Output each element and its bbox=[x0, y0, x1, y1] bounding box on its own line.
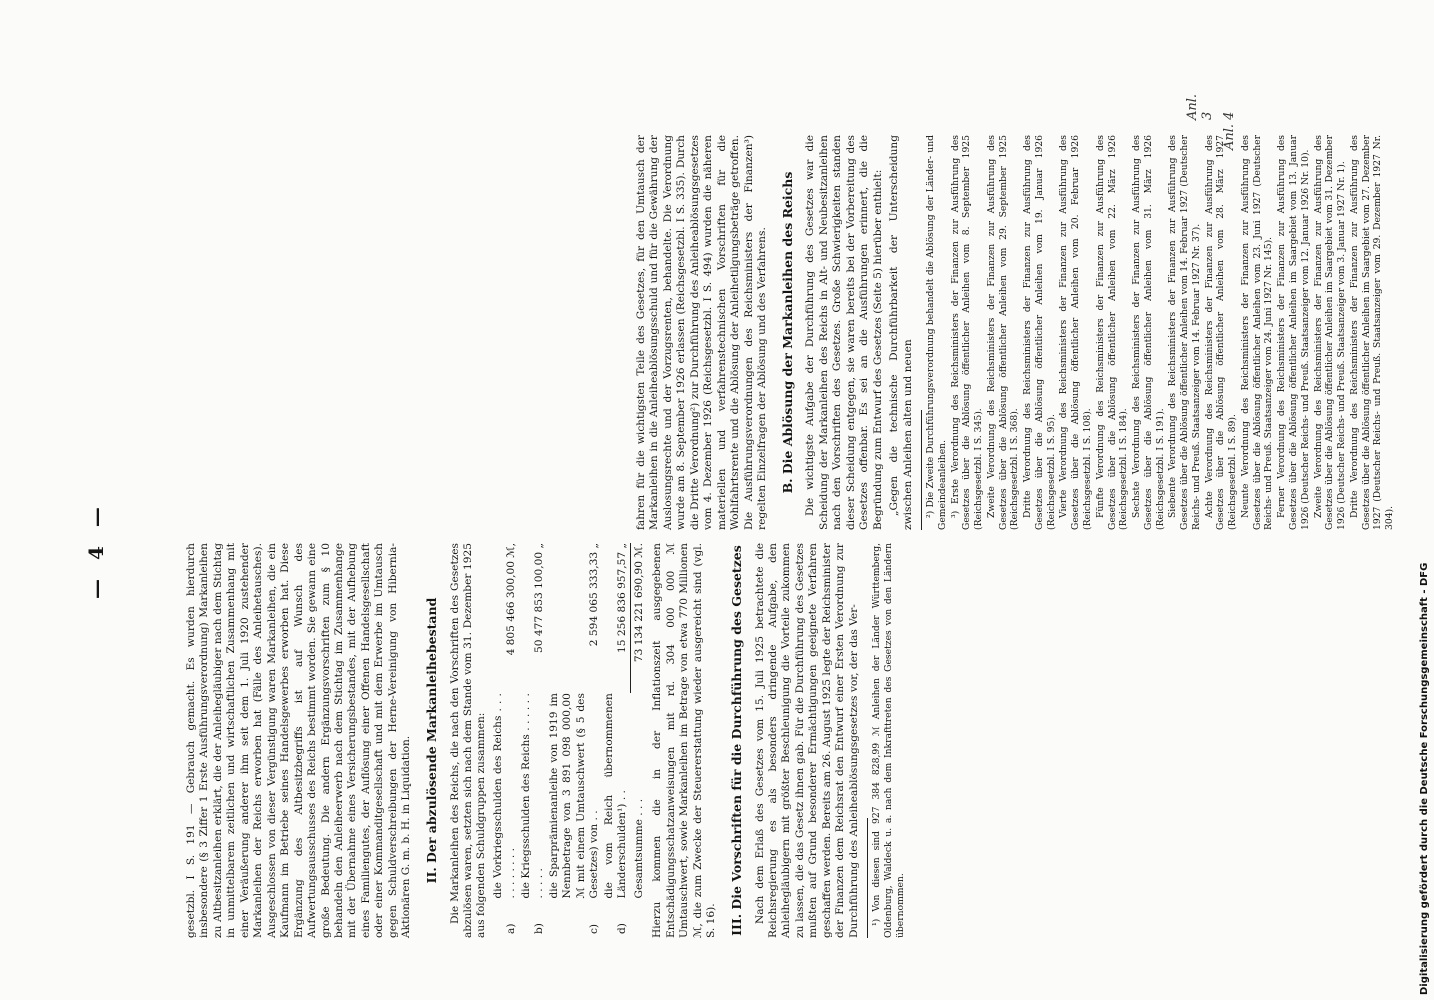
debt-groups-table bbox=[492, 543, 647, 938]
table-row bbox=[603, 543, 631, 938]
footnote: Dritte Verordnung des Reichsministers der Finanzen zur Ausführung des Gesetzes über die Ablösung öffentlicher Anleihen im Saargebiet vom 27. Dezember 1927 (Deutscher Reichs- und Preuß. Staatsanzeiger vom 29. Dezember 1927 Nr. 304). bbox=[1348, 135, 1396, 530]
footnote: Sechste Verordnung des Reichsministers der Finanzen zur Ausführung des Gesetzes über die Ablösung öffentlicher Anleihen vom 31. März 1926 (Reichsgesetzbl. I S. 191). bbox=[1131, 135, 1166, 530]
item-label: d) bbox=[616, 923, 629, 934]
item-label: c) bbox=[588, 923, 601, 934]
item-text: die vom Reich übernommenen Länderschulden¹) . . bbox=[602, 693, 629, 899]
rotated-document-page bbox=[0, 93, 1396, 1000]
quote-paragraph: „Gegen die technische Durchführbarkeit der Unterscheidung zwischen Anleihen alten und neuen bbox=[888, 135, 914, 530]
item-text: die Kriegsschulden des Reichs . . . . . . . . . . . bbox=[519, 693, 546, 899]
footnote: Siebente Verordnung des Reichsministers der Finanzen zur Ausführung des Gesetzes über die Ablösung öffentlicher Anleihen vom 14. Februar 1927 (Deutscher Reichs- und Preuß. Staatsanzeiger vom 14. Februar 1927 Nr. 37). bbox=[1167, 135, 1202, 530]
section-ii-heading: II. Der abzulösende Markanleihebestand bbox=[423, 597, 439, 884]
footnote: Fünfte Verordnung des Reichsministers der Finanzen zur Ausführung des Gesetzes über die Ablösung öffentlicher Anleihen vom 22. März 1926 (Reichsgesetzbl. I S. 184). bbox=[1094, 135, 1130, 530]
after-total-paragraph: Hierzu kommen die in der Inflationszeit ausgegebenen Entschädigungsschatzanweisungen mit rd. 304 000 000 ℳ Umtauschwert, sowie Markanleihen im Betrage von etwa 770 Millionen ℳ, die zum Zwecke der Steuererstattung wieder ausgereicht sind (vgl. S. 16). bbox=[651, 543, 718, 938]
footnote-rule bbox=[921, 410, 922, 530]
digitization-caption bbox=[1419, 5, 1433, 995]
item-value: 50 477 853 100,00 „ bbox=[533, 543, 546, 653]
item-label: b) bbox=[533, 923, 546, 934]
footnote: ¹) Von diesen sind 927 384 828,99 ℳ Anleihen der Länder Württemberg, Oldenburg, Waldeck u. a. nach dem Inkrafttreten des Gesetzes von den Ländern übernommen. bbox=[871, 543, 906, 938]
item-text: die Vorkriegsschulden des Reichs . . . . . . . . . . . bbox=[491, 693, 518, 899]
footnote: ³) Erste Verordnung des Reichsministers der Finanzen zur Ausführung des Gesetzes über die Ablösung öffentlicher Anleihen vom 8. September 1925 (Reichsgesetzbl. I S. 345). bbox=[949, 135, 985, 530]
margin-note-anl-3: Anl. 3 bbox=[1185, 93, 1215, 120]
item-text: die Sparprämienanleihe von 1919 im Nennbetrage von 3 891 098 000,00 ℳ mit einem Umtauschwert (§ 5 des Gesetzes) von . . bbox=[547, 693, 601, 899]
margin-note-anl-4: Anl. 4 bbox=[1222, 111, 1237, 150]
table-row bbox=[492, 543, 520, 938]
left-intro-paragraph: gesetzbl. I S. 191 — Gebrauch gemacht. Es wurden hierdurch insbesondere (§ 3 Ziffer 1 Erste Ausführungsverordnung) Markanleihen zu Altbesitzanleihen erklärt, die der Anleihegläubiger nach dem Stichtag in unmittelbarem zeitlichen und wirtschaftlichen Zusammenhang mit einer Veräußerung anderer ihm seit dem 1. Juli 1920 zustehender Markanleihen der Reichs erworben hat (Fälle des Anleihetausches). Ausgeschlossen von dieser Vergünstigung waren Markanleihen, die ein Kaufmann im Betriebe seines Handelsgewerbes erworben hat. Diese Ergänzung des Altbesitzbegriffs ist auf Wunsch des Aufwertungsausschusses des Reichs bestimmt worden. Sie gewann eine große Bedeutung. Die andern Ergänzungsvorschriften zum § 10 behandeln den Anleiheerwerb nach dem Stichtag im Zusammenhange mit der Übernahme eines Versicherungsbestandes, mit der Aufhebung eines Familiengutes, der Auflösung einer Offenen Handelsgesellschaft oder einer Kommanditgesellschaft und mit dem Erwerbe im Umtausch gegen Schuldverschreibungen der Herne-Vereinigung von Hibernia-Aktionären G. m. b. H. in Liquidation. bbox=[185, 543, 413, 938]
footnote: Zweite Verordnung des Reichsministers der Finanzen zur Ausführung des Gesetzes über die Ablösung öffentlicher Anleihen vom 29. September 1925 (Reichsgesetzbl. I S. 368). bbox=[985, 135, 1021, 530]
total-row bbox=[630, 543, 647, 938]
footnote: Vierte Verordnung des Reichsministers der Finanzen zur Ausführung des Gesetzes über die Ablösung öffentlicher Anleihen vom 20. Februar 1926 (Reichsgesetzbl. I S. 108). bbox=[1058, 135, 1093, 530]
item-value: 4 805 466 300,00 ℳ, bbox=[505, 543, 518, 656]
footnote: Ferner Verordnung des Reichsministers der Finanzen zur Ausführung des Gesetzes über die Ablösung öffentlicher Anleihen im Saargebiet vom 13. Januar 1926 (Deutscher Reichs- und Preuß. Staatsanzeiger vom 12. Januar 1926 Nr. 10). bbox=[1276, 135, 1311, 530]
table-row bbox=[548, 543, 603, 938]
section-b-paragraph: Die wichtigste Aufgabe der Durchführung des Gesetzes war die Scheidung der Markanleihen des Reichs in Alt- und Neubesitzanleihen nach den Vorschriften des Gesetzes. Große Schwierigkeiten standen dieser Scheidung entgegen, sie waren bereits bei der Vorbereitung des Gesetzes offenbar. Es sei an die Ausführungen erinnert, die die Begründung zum Entwurf des Gesetzes (Seite 5) hierüber enthielt: bbox=[804, 135, 884, 530]
left-column bbox=[185, 543, 907, 938]
footnote-rule bbox=[867, 818, 868, 938]
section-b-heading: B. Die Ablösung der Markanleihen des Reichs bbox=[779, 171, 795, 494]
table-row bbox=[520, 543, 548, 938]
section-ii-paragraph: Die Markanleihen des Reichs, die nach den Vorschriften des Gesetzes abzulösen waren, setzten sich nach dem Stande vom 31. Dezember 1925 aus folgenden Schuldgruppen zusammen: bbox=[448, 543, 488, 938]
footnote: Neunte Verordnung des Reichsministers der Finanzen zur Ausführung des Gesetzes über die Ablösung öffentlicher Anleihen vom 23. Juni 1927 (Deutscher Reichs- und Preuß. Staatsanzeiger vom 24. Juni 1927 Nr. 145). bbox=[1239, 135, 1275, 530]
item-label: a) bbox=[505, 923, 518, 934]
right-intro-paragraph: fahren für die wichtigsten Teile des Gesetzes, für den Umtausch der Markanleihen in die Anleiheablösungsschuld und für die Gewährung der Auslosungsrechte und der Vorzugsrenten, behandelte. Die Verordnung wurde am 8. September 1926 erlassen (Reichsgesetzbl. I S. 335). Durch die Dritte Verordnung²) zur Durchführung des Anleiheablösungsgesetzes vom 4. Dezember 1926 (Reichsgesetzbl. I S. 494) wurden die näheren materiellen und verfahrenstechnischen Vorschriften für die Wohlfahrtsrente und die Ablösung der Anleihetilgungsbeträge getroffen. Die Ausführungsverordnungen des Reichsministers der Finanzen³) regelten Einzelfragen der Ablösung und des Verfahrens. bbox=[635, 135, 769, 530]
section-iii-heading: III. Die Vorschriften für die Durchführung des Gesetzes bbox=[728, 545, 744, 936]
footnote: Dritte Verordnung des Reichsministers der Finanzen zur Ausführung des Gesetzes über die Ablösung öffentlicher Anleihen vom 19. Januar 1926 (Reichsgesetzbl. I S. 95). bbox=[1022, 135, 1057, 530]
section-iii-paragraph: Nach dem Erlaß des Gesetzes vom 15. Juli 1925 betrachtete die Reichsregierung es als besonders dringende Aufgabe, den Anleihegläubigern mit größter Beschleunigung die Vorteile zukommen zu lassen, die das Gesetz ihnen gab. Für die Durchführung des Gesetzes mußten auf Grund besonderer Ermächtigungen geeignete Verfahren geschaffen werden. Bereits am 26. August 1925 legte der Reichsminister der Finanzen dem Reichsrat den Entwurf einer Ersten Verordnung zur Durchführung des Anleiheablösungsgesetzes vor, der das Ver- bbox=[753, 543, 860, 938]
footnote: Zweite Verordnung des Reichsministers der Finanzen zur Ausführung des Gesetzes über die Ablösung öffentlicher Anleihen im Saargebiet vom 31. Dezember 1926 (Deutscher Reichs- und Preuß. Staatsanzeiger vom 3. Januar 1927 Nr. 1). bbox=[1312, 135, 1348, 530]
item-value: 2 594 065 333,33 „ bbox=[588, 543, 601, 647]
footnote: ²) Die Zweite Durchführungsverordnung behandelt die Ablösung der Länder- und Gemeindeanleihen. bbox=[925, 135, 948, 530]
total-value: 73 134 221 690,90 ℳ. bbox=[632, 543, 645, 663]
item-value: 15 256 836 957,57 „ bbox=[603, 543, 631, 693]
footnote: Achte Verordnung des Reichsministers der Finanzen zur Ausführung des Gesetzes über die Ablösung öffentlicher Anleihen vom 28. März 1927 (Reichsgesetzbl. I S. 89). bbox=[1203, 135, 1239, 530]
caption-text: Digitalisierung gefördert durch die Deutsche Forschungsgemeinschaft - DFG bbox=[1419, 562, 1430, 995]
total-label: Gesamtsumme . . . bbox=[632, 798, 645, 899]
page-number: — 4 — bbox=[84, 501, 108, 599]
right-column bbox=[635, 135, 1397, 530]
